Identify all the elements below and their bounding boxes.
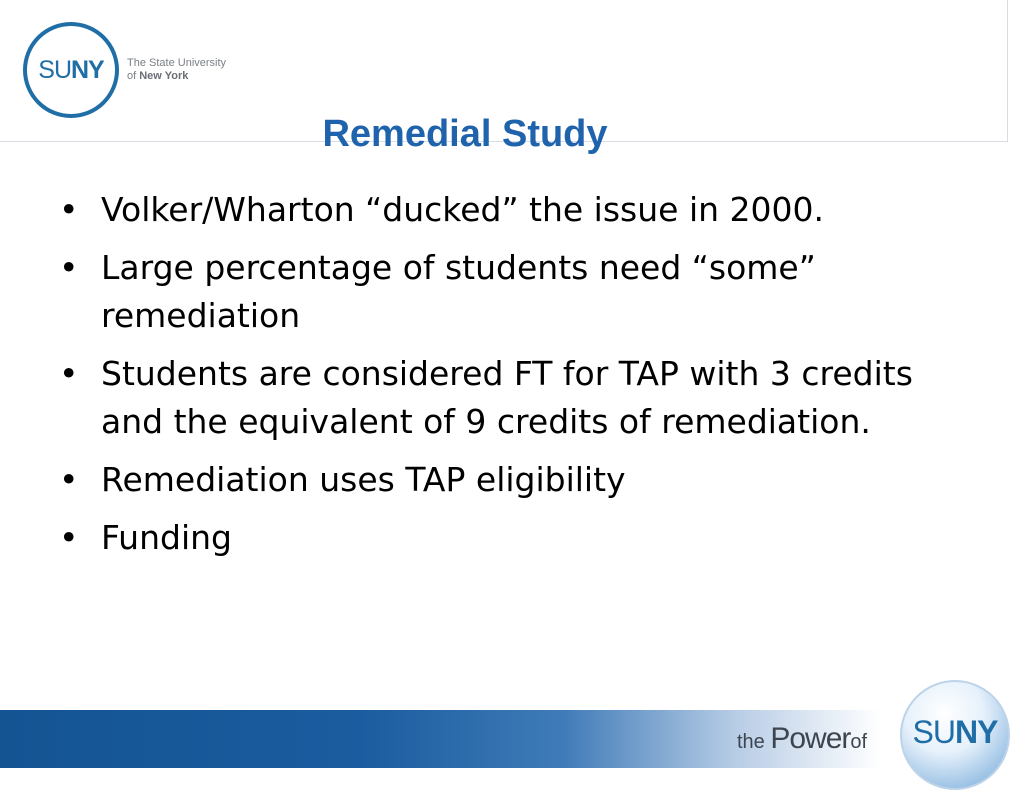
logo-line2-prefix: of xyxy=(127,70,140,82)
logo-line1: The State University xyxy=(127,57,227,69)
footer-of: of xyxy=(850,731,868,753)
footer-logo-su: SU xyxy=(912,713,955,750)
logo-wordmark xyxy=(127,57,226,83)
bullet-item xyxy=(55,456,915,504)
bullet-dot: • xyxy=(59,190,79,229)
footer-power: Power xyxy=(770,722,851,755)
suny-logo-circle xyxy=(23,22,119,118)
bullet-text: Remediation uses TAP eligibility xyxy=(101,460,626,499)
footer-bar xyxy=(0,710,1024,768)
footer-tagline xyxy=(737,722,867,756)
footer-suny-logo xyxy=(900,680,1010,790)
bullet-item xyxy=(55,350,915,446)
bullet-text: Large percentage of students need “some” remediation xyxy=(101,248,816,335)
footer-the: the xyxy=(737,731,771,753)
bullet-dot: • xyxy=(59,460,79,499)
suny-logo xyxy=(23,22,226,118)
bullet-item xyxy=(55,244,915,340)
logo-line2 xyxy=(127,70,226,83)
slide-title: Remedial Study xyxy=(322,113,608,155)
bullet-text: Students are considered FT for TAP with 3 credits and the equivalent of 9 credits of remediation. xyxy=(101,354,913,441)
bullet-dot: • xyxy=(59,354,79,393)
footer-logo-ny: NY xyxy=(955,713,998,750)
bullet-text: Volker/Wharton “ducked” the issue in 2000. xyxy=(101,190,824,229)
bullet-list xyxy=(55,186,915,572)
logo-ny: NY xyxy=(71,55,104,84)
logo-su: SU xyxy=(38,55,71,84)
bullet-dot: • xyxy=(59,518,79,557)
bullet-text: Funding xyxy=(101,518,232,557)
footer-logo-text xyxy=(910,702,1000,762)
logo-line2-bold: New York xyxy=(139,70,189,82)
bullet-item xyxy=(55,514,915,562)
bullet-item xyxy=(55,186,915,234)
bullet-dot: • xyxy=(59,248,79,287)
